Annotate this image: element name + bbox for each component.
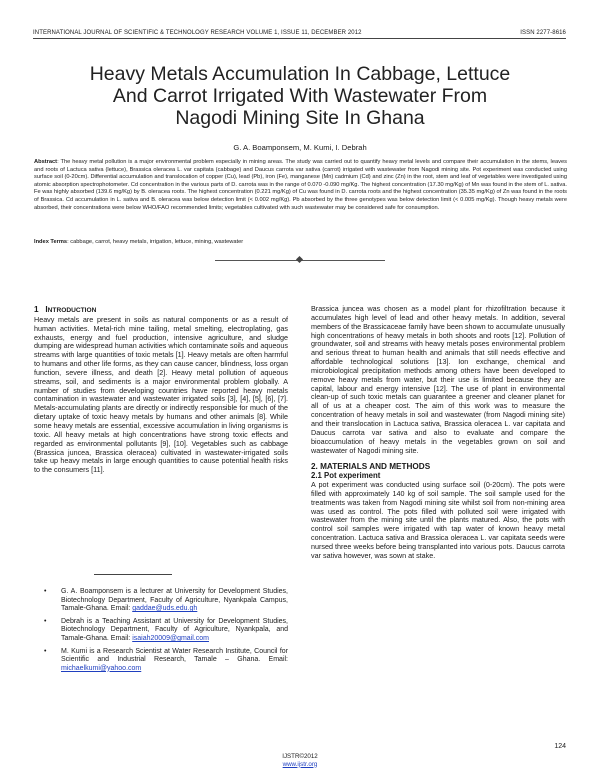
footnote-text: G. A. Boamponsem is a lecturer at University for Development Studies, Biotechnology Department, Faculty of Agriculture, Nyankpala Campus, Tamale-Ghana. Email: xyxy=(61,588,288,613)
bullet-icon: • xyxy=(44,617,47,625)
header-rule xyxy=(33,38,566,39)
index-terms xyxy=(34,239,567,247)
footnote-item xyxy=(44,588,288,614)
footnote-item xyxy=(44,648,288,674)
title-line-1: Heavy Metals Accumulation In Cabbage, Lettuce xyxy=(89,63,511,85)
page-number: 124 xyxy=(554,743,566,750)
footnote-text: Debrah is a Teaching Assistant at University for Development Studies, Biotechnology Department, Faculty of Agriculture, Nyankpala, and Tamale-Ghana. Email: xyxy=(61,617,288,642)
abstract xyxy=(34,159,567,212)
index-terms-text: : cabbage, carrot, heavy metals, irrigation, lettuce, mining, wastewater xyxy=(67,239,244,245)
separator-diamond-icon xyxy=(296,256,303,263)
bullet-icon: • xyxy=(44,647,47,655)
footnote-text: M. Kumi is a Research Scientist at Water Research Institute, Council for Scientific and Industrial Research, Tamale – Ghana. Email: xyxy=(61,647,288,664)
journal-name: INTERNATIONAL JOURNAL OF SCIENTIFIC & TECHNOLOGY RESEARCH VOLUME 1, ISSUE 11, DECEMBER 2012 xyxy=(33,30,362,36)
pot-experiment-heading: 2.1 Pot experiment xyxy=(311,471,381,481)
intro-heading: 1 INTRODUCTION xyxy=(34,305,97,314)
email-link[interactable]: michaelkumi@yahoo.com xyxy=(61,664,142,672)
left-column xyxy=(34,306,288,475)
authors: G. A. Boamponsem, M. Kumi, I. Debrah xyxy=(233,143,367,152)
abstract-text: : The heavy metal pollution is a major environmental problem especially in mining areas. The study was carried out to quantify heavy metal levels and compare their accumulation in the stems, leaves and roots of Lactuca sativa (lettuce), Brassica oleracea L. var capitata (cabbage) and Daucus carrota var sativa (carrot) irrigated with wastewater from Nagodi mining site. Pot experiment was conducted using surface soil (0-20cm). Differential accumulation and translocation of copper (Cu), lead (Pb), iron (Fe), manganese (Mn) cadmium (Cd) and zinc (Zn) in the root, stem and leaf of vegetables were investigated using atomic absorption spectrophotometer. Cd concentration in the various parts of D. carrota was in the range of 0.070 -0.090 mg/Kg. The highest concentration (17.30 mg/Kg) of Mn was found in the stem of L. sativa. Fe was highly absorbed (139.6 mg/Kg) by B. oleracea roots. The highest concentration (0.221 mg/Kg) of Cu was found in D. carrota roots and the highest concentration (35.35 mg/Kg) of Zn was found in the roots of Brassica. Cd accumulation in L. sativa and B. oleracea was below detection limit (< 0.002 mg/Kg). Pb absorbed by the three genotypes was below detection limit (< 0.005 mg/Kg). Though heavy metals were absorbed, their concentrations were below WHO/FAO recommended limits; vegetables cultivated with such wastewater may be considered safe for consumption. xyxy=(34,159,567,211)
intro-paragraph-2: Brassica juncea was chosen as a model plant for rhizofiltration because it accumulates high level of lead and other heavy metals. In addition, several members of the Brassicaceae family have been shown to accumulate unusually high concentrations of heavy metals in both shoots and roots [12]. Pollution of groundwater, soil and streams with heavy metals poses environmental problem and serious threat to human health and animals that still needs effective and affordable technological solutions [13]. Ion exchange, chemical and microbiological precipitation methods among others have been developed to remove heavy metals from water, but their use is limited because they are capital, labour and energy intensive [12]. The use of plant in environmental clean-up of such toxic metals can guarantee a greener and cleaner planet for all of us at a cheaper cost. The aim of this work was to measure the concentration of heavy metals in soil and wastewater (from Nagodi mining site) and their translocation in Lactuca sativa, Brassica oleracea L. var capitata and Daucus carrota var sativa and also to evaluate and compare the bioaccumulation of heavy metals in the vegetables grown on soil and wastewater of Nagodi mining site. xyxy=(311,304,565,455)
footer-website-link[interactable]: www.ijstr.org xyxy=(282,760,318,768)
intro-paragraph-1: Heavy metals are present in soils as natural components or as a result of human activities. Metal-rich mine tailing, metal smelting, electroplating, gas exhausts, energy and fuel production, intensive agriculture, and sludge dumping are widespread human activities which contaminate soils and aqueous streams with large quantities of toxic metals [1]. Heavy metals are often harmful to humans and other life forms, as they can cause cancer, blindness, loss organ function, severe illness, and death [2]. Heavy metal pollution of aqueous streams, soil, and sediments is a major environmental problem globally. A number of studies from developing countries have reported heavy metals contamination in wastewater and wastewater irrigated soils [3], [4], [5], [6], [7]. Metals-accumulating plants are directly or indirectly responsible for much of the dietary uptake of toxic heavy metals by humans and other animals [8]. While some heavy metals are essential, excessive accumulation in living organisms is toxic. All heavy metals at high concentrations have strong toxic effects and regarded as environmental pollutants [9], [10]. Vegetables such as cabbage (Brassica juncea, Brassica oleracea) cultivated in wastewater-irrigated soils take up heavy metals in large enough quantities to cause potential health risks to the consumers [11]. xyxy=(34,314,288,475)
paper-title xyxy=(30,63,570,129)
footnote-item xyxy=(44,618,288,644)
issn: ISSN 2277-8616 xyxy=(520,30,566,36)
index-terms-label: Index Terms xyxy=(34,239,68,245)
bullet-icon: • xyxy=(44,588,47,595)
page-footer xyxy=(0,753,600,768)
email-link[interactable]: isaiah20009@gmail.com xyxy=(132,634,209,642)
abstract-label: Abstract xyxy=(34,159,58,165)
pot-experiment-text: A pot experiment was conducted using surface soil (0-20cm). The pots were filled with approximately 140 kg of soil sample. The soil sample used for the treatments was taken from Nagodi mining site whilst soil from non-mining area was used as control. The pots filled with polluted soil were irrigated with wastewater from the mining site until the plants matured. Also, the pots with control soil samples were irrigated with tap water of known heavy metal concentration. Lactuca sativa and Brassica oleracea L. var capitata seeds were nursed three weeks before being transplanted into various pots. Daucus carrota var sativa however, was sown at stake. xyxy=(311,480,565,560)
right-column xyxy=(311,305,565,561)
footer-code: IJSTR©2012 xyxy=(282,753,318,760)
methods-heading: 2. MATERIALS AND METHODS xyxy=(311,462,431,472)
email-link[interactable]: gaddae@uds.edu.gh xyxy=(132,605,198,613)
footnote-rule xyxy=(94,574,172,575)
title-line-3: Nagodi Mining Site In Ghana xyxy=(175,107,425,129)
footnotes xyxy=(44,588,288,677)
title-line-2: And Carrot Irrigated With Wastewater From xyxy=(112,85,488,107)
